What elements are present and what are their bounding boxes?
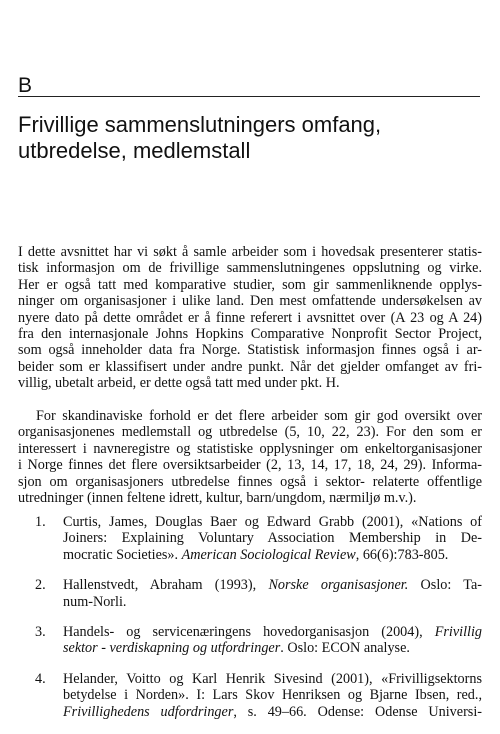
reference-text: Oslo: Ta- [408,577,483,594]
scandinavian-paragraph [18,408,482,506]
book-title: Frivillighedens udfordringer [63,703,234,720]
reference-line [63,704,482,720]
reference-text: mocratic Societies». [63,546,182,563]
text-line: villig, ubetalt arbeid, er dette også tatt med under pkt. H. [18,375,340,392]
book-title: Norske organisasjoner. [268,577,409,594]
text-line: ninger om organisasjoner i ulike land. Den mest omfattende undersøkelsen av [18,293,482,310]
reference-item [18,514,482,563]
reference-item [18,624,482,657]
heading-rule [18,96,480,97]
reference-line [63,640,482,656]
reference-text: Hallenstvedt, Abraham (1993), [63,577,269,594]
intro-paragraph [18,244,482,392]
reference-line [63,624,482,640]
reference-line: Curtis, James, Douglas Baer og Edward Grabb (2001), «Nations of [63,514,482,530]
section-letter: B [18,74,33,97]
reference-line: num-Norli. [63,593,127,610]
text-line: beider som er klassifisert under andre punkt. Når det gjelder omfanget av fri- [18,358,482,375]
section-title-line: Frivillige sammenslutningers omfang, [18,112,382,137]
reference-text: . Oslo: ECON analyse. [280,640,410,657]
reference-number: 4. [35,670,46,687]
text-line: fra den internasjonale Johns Hopkins Comparative Nonprofit Sector Project, [18,326,482,343]
section-title [18,112,488,164]
reference-line [63,577,482,593]
reference-number: 1. [35,514,46,530]
reference-line: betydelse i Norden». I: Lars Skov Henriksen og Bjarne Ibsen, red., [63,687,482,704]
text-line: utredninger (innen feltene idrett, kultur, barn/ungdom, nærmiljø m.v.). [18,490,417,507]
text-line: I dette avsnittet har vi søkt å samle arbeider som i hovedsak presenterer statis- [18,244,482,260]
text-line: tisk informasjon om de frivillige sammenslutningenes oppslutning og virke. [18,260,482,277]
journal-title: American Sociological Review [181,546,356,563]
reference-line [63,547,482,563]
book-title: Frivillig [434,624,482,641]
text-line: i Norge finnes det flere oversiktsarbeider (2, 13, 14, 17, 18, 24, 29). Informa- [18,457,482,474]
reference-item [18,671,482,720]
reference-number: 3. [35,624,46,641]
text-line: interessert i navneregistre og statistiske opplysninger om enkeltorganisasjoner [18,440,482,457]
reference-number: 2. [35,577,46,594]
text-line: organisasjonenes medlemstall og utbredelse (5, 10, 22, 23). For den som er [18,424,482,441]
text-line: som også inneholder data fra Norge. Statistisk informasjon finnes også i ar- [18,342,482,359]
reference-line: Helander, Voitto og Karl Henrik Sivesind (2001), «Frivilligsektorns [63,670,482,687]
text-line: nyere dato på dette området er å finne referert i avsnittet over (A 23 og A 24) [18,309,482,326]
reference-text: Handels- og servicenæringens hovedorganisasjon (2004), [63,624,435,641]
reference-text: , s. 49–66. Odense: Odense Universi- [233,703,482,720]
book-title: sektor - verdiskapning og utfordringer [63,640,281,657]
reference-text: , 66(6):783-805. [355,546,449,563]
reference-line: Joiners: Explaining Voluntary Association Membership in De- [63,530,482,547]
text-line: sjon om organisasjoners utbredelse finnes også i sektor- relaterte offentlige [18,473,482,490]
text-line: For skandinaviske forhold er det flere arbeider som gir god oversikt over [36,408,482,424]
section-title-line: utbredelse, medlemstall [18,138,251,163]
text-line: Her er også tatt med komparative studier, som gir sammenliknende opplys- [18,276,482,293]
reference-list [18,514,482,734]
reference-item [18,577,482,610]
